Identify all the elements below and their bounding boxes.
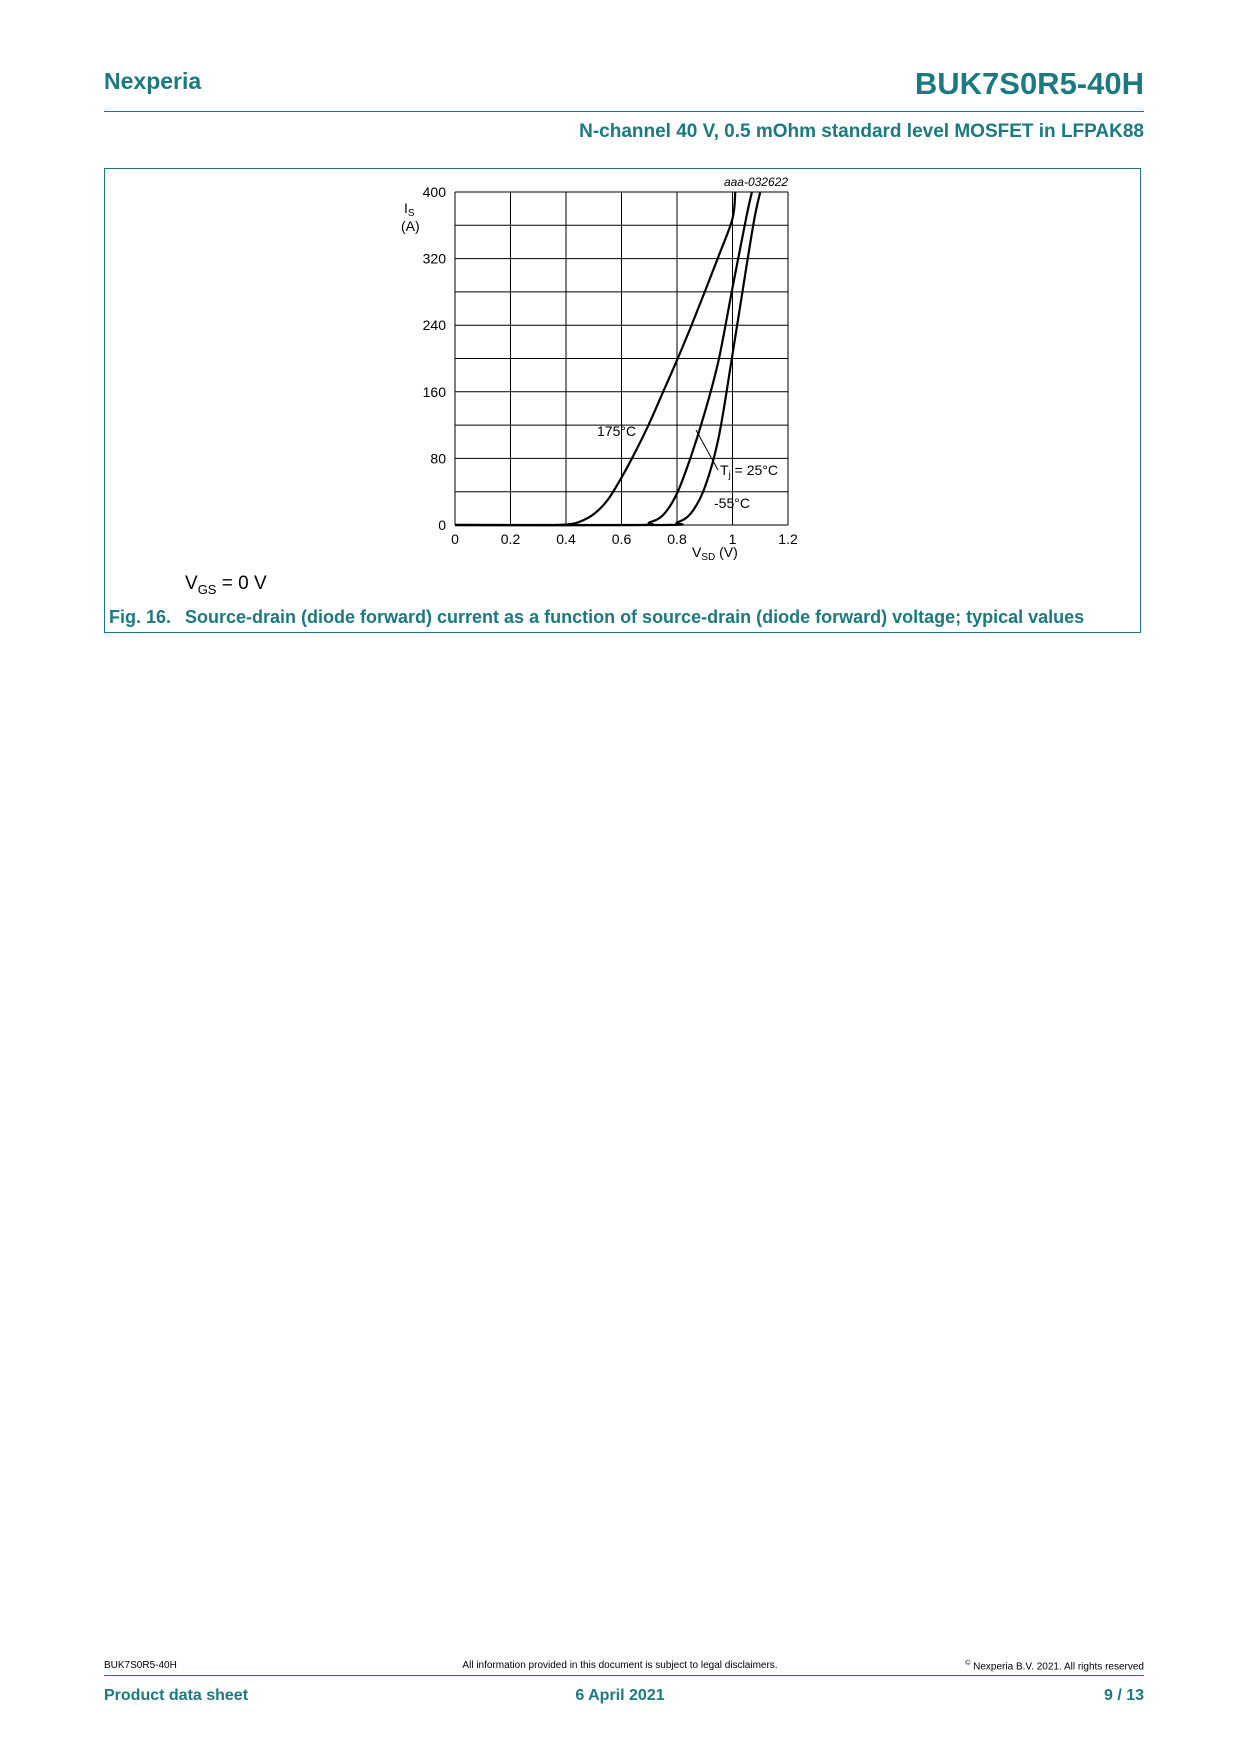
- figure-code: aaa-032622: [723, 175, 788, 189]
- vgs-condition: $V_{GS} = 0$ V: [185, 573, 267, 597]
- caption-number: Fig. 16.: [109, 607, 172, 627]
- x-tick-label: 1.2: [778, 531, 798, 547]
- annotation-175c: 175°C: [597, 423, 637, 439]
- x-tick-label: 0.2: [500, 531, 521, 547]
- figure-caption: [109, 607, 1084, 628]
- y-tick-label: 320: [422, 250, 446, 267]
- y-tick-label: 80: [430, 450, 446, 467]
- annotation-minus55c: -55°C: [714, 495, 750, 511]
- y-axis-unit: (A): [401, 218, 420, 234]
- y-tick-label: 160: [422, 383, 446, 400]
- y-tick-label: 400: [422, 184, 446, 200]
- caption-text: Source-drain (diode forward) current as a function of source-drain (diode forward) voltage; typical values: [185, 607, 1085, 627]
- footer-copyright: © Nexperia B.V. 2021. All rights reserved: [965, 1660, 1144, 1673]
- brand-name: Nexperia: [104, 68, 202, 94]
- annotation-25c: $T_j = 25^\circ C$: [720, 462, 779, 481]
- x-axis-label: $V_{SD}$ (V): [692, 544, 738, 563]
- x-tick-label: 0.4: [556, 531, 576, 547]
- chart: [0, 0, 1240, 660]
- copyright-mark: ©: [965, 1660, 971, 1667]
- annotation-leader-25c: [696, 430, 718, 470]
- x-tick-label: 0.8: [667, 531, 687, 547]
- part-number: BUK7S0R5-40H: [914, 66, 1144, 101]
- y-tick-label: 0: [438, 517, 446, 533]
- footer-page-number: 9 / 13: [1103, 1687, 1144, 1704]
- y-tick-label: 240: [422, 317, 446, 334]
- footer-doc-type: Product data sheet: [104, 1687, 249, 1704]
- footer-divider: [104, 1675, 1144, 1676]
- y-axis-label: $I_S$: [404, 200, 415, 219]
- document-subtitle: N-channel 40 V, 0.5 mOhm standard level MOSFET in LFPAK88: [579, 121, 1144, 142]
- x-tick-label: 0.6: [611, 531, 632, 547]
- footer-date: 6 April 2021: [575, 1687, 665, 1704]
- x-tick-label: 1: [728, 531, 737, 547]
- x-tick-label: 0: [451, 531, 459, 547]
- footer-disclaimer: All information provided in this document is subject to legal disclaimers.: [462, 1660, 778, 1671]
- footer-doc-id: BUK7S0R5-40H: [104, 1660, 177, 1671]
